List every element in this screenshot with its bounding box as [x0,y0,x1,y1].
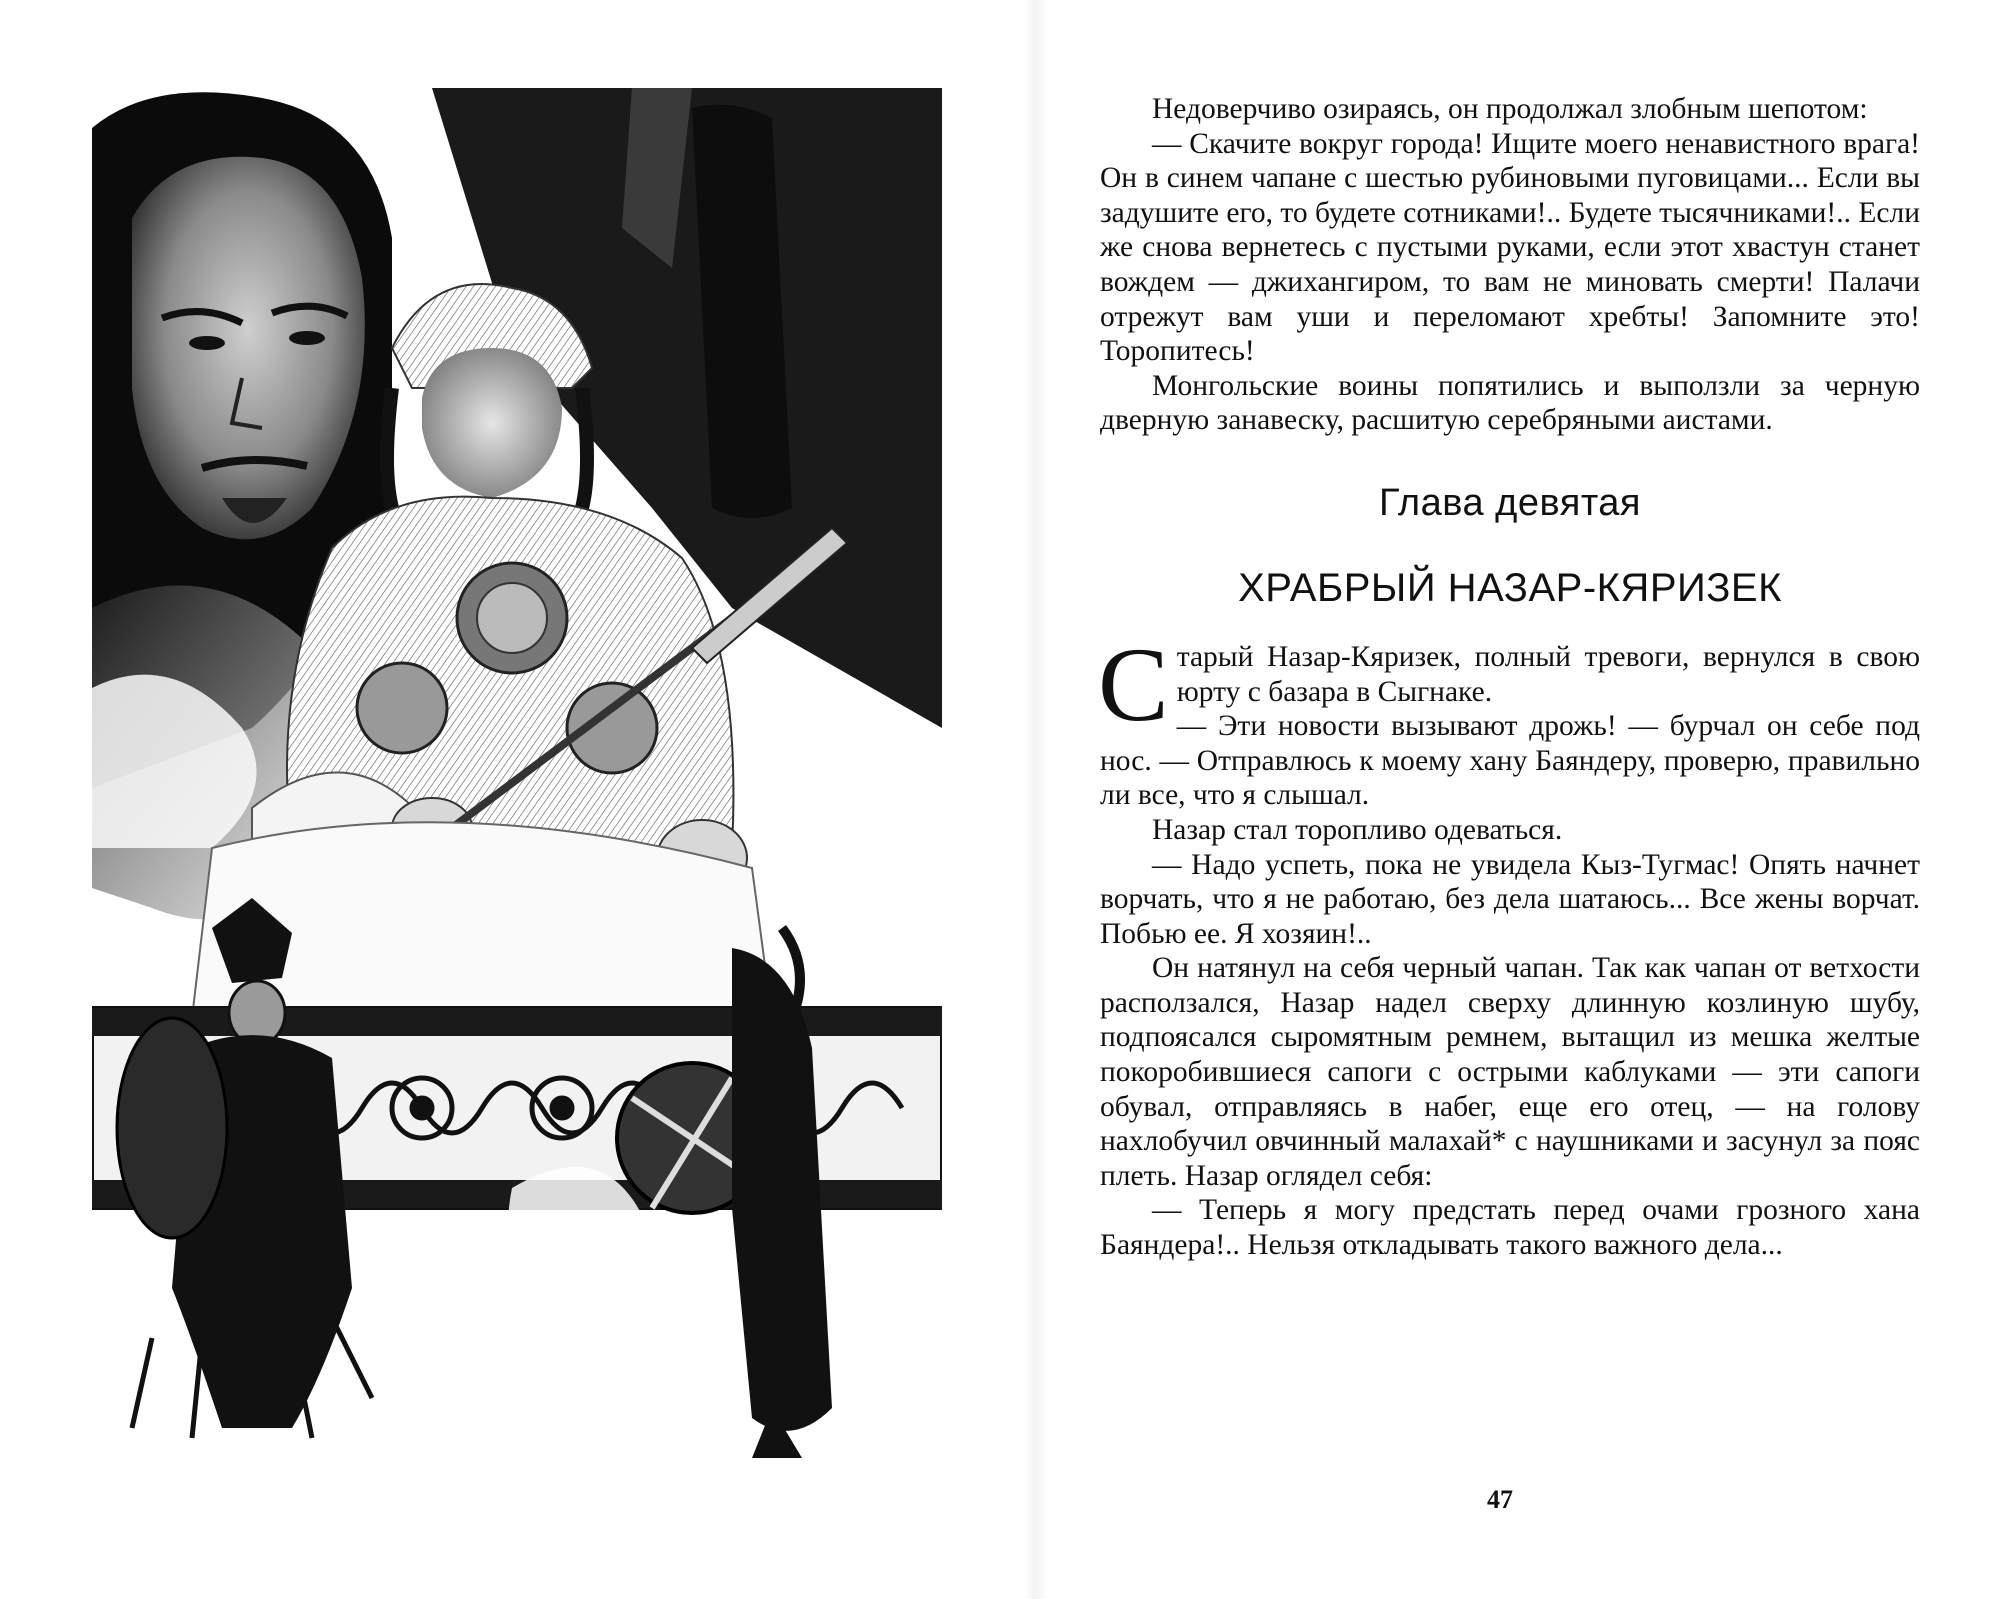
opening-paragraph [1098,625,1920,743]
text-page [1100,92,1920,1263]
woman-face [422,348,562,498]
paragraph-body-1: — Эти новости вызывают дрожь! — бурчал он себе под нос. — Отправлюсь к моему хану Баяндеру, проверю, правильно ли все, что я слышал. [1100,710,1920,812]
paragraph-1: Недоверчиво озираясь, он продолжал злобным шепотом: [1152,93,1868,125]
paragraph-body-5: — Теперь я могу предстать перед очами грозного хана Баяндера!.. Нельзя откладывать такого важного дела... [1100,1194,1920,1262]
drop-cap: С [1098,625,1169,743]
shaman-drum [117,1018,227,1238]
chapter-label: Глава девятая [1378,481,1642,524]
paragraph-2: — Скачите вокруг города! Ищите моего ненавистного врага! Он в синем чапане с шестью рубиновыми пуговицами... Если вы задушите его, то будете сотниками!.. Будете тысячниками!.. Если же снова вернетесь с пустыми руками, если этот хвастун станет вождем — джихангиром, то вам не миновать смерти! Палачи отрежут вам уши и переломают хребты! Запомните это! Торопитесь! [1100,127,1920,368]
illustration-caption [92,1488,93,1489]
page-number: 47 [1487,1485,1513,1514]
paragraph-body-3: — Надо успеть, пока не увидела Кыз-Тугмас! Опять начнет ворчать, что я не работаю, без дела шатаюсь... Все жены ворчат. Побью ее. Я хозяин!.. [1100,848,1920,950]
chapter-name: ХРАБРЫЙ НАЗАР-КЯРИЗЕК [1238,565,1782,610]
paragraph-body-2: Назар стал торопливо одеваться. [1152,813,1563,846]
paragraph-3: Монгольские воины попятились и выползли за черную дверную занавеску, расшитую серебряными аистами. [1100,369,1920,437]
opening-text: тарый Назар-Кяризек, полный тревоги, вернулся в свою юрту с базара в Сыгнаке. [1176,640,1920,708]
chapter-illustration [92,88,942,1488]
paragraph-body-4: Он натянул на себя черный чапан. Так как чапан от ветхости расползался, Назар надел сверху длинную козлиную шубу, подпоясался сыромятным ремнем, вытащил из мешка желтые покоробившиеся сапоги с острыми каблуками — эти сапоги обувал, отправляясь в набег, еще его отец, — на голову нахлобучил овчинный малахай* с наушниками и засунул за пояс плеть. Назар оглядел себя: [1100,952,1920,1192]
illustration-drawing [92,88,942,1488]
page-gutter [1026,0,1048,1599]
illustration-icon [92,1488,93,1489]
